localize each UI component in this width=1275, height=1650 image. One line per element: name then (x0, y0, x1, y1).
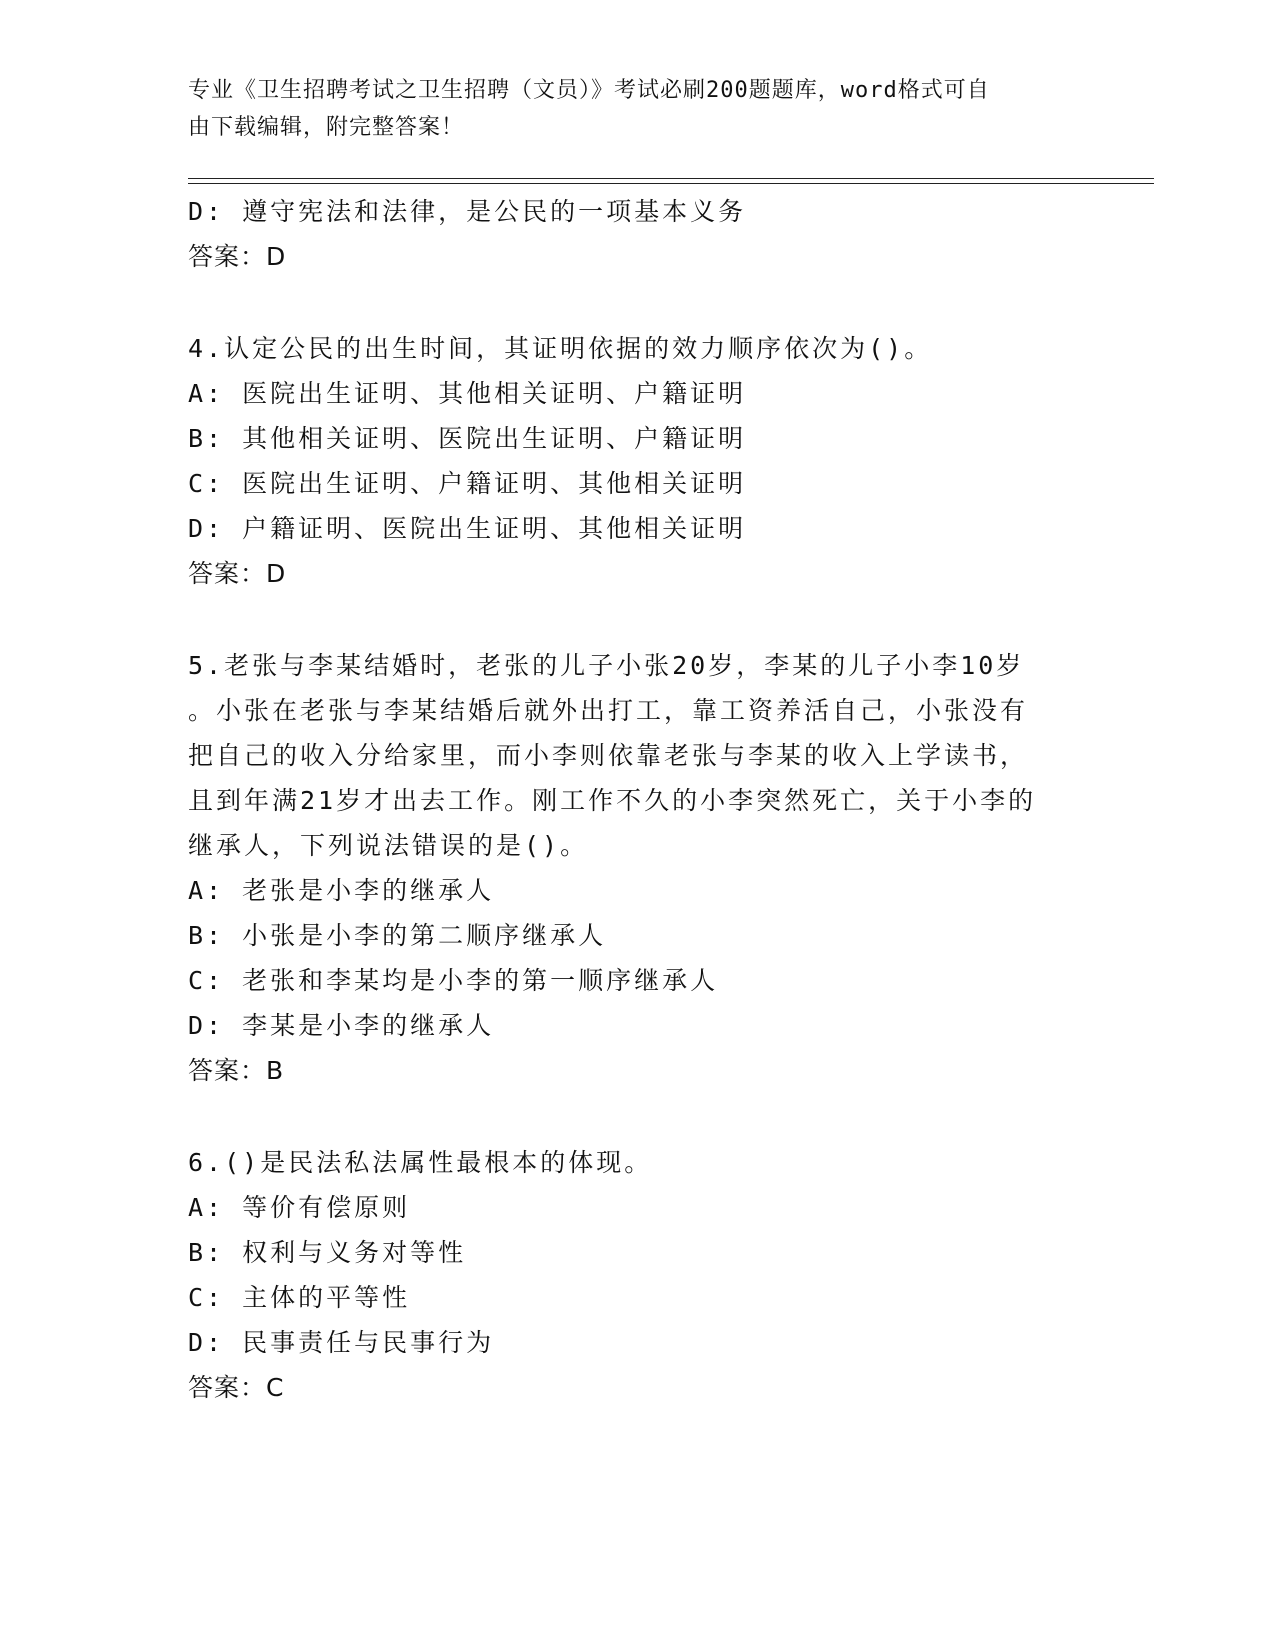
option-d: D: 李某是小李的继承人 (188, 1011, 495, 1040)
question-4 (188, 326, 1088, 596)
option-d: D: 遵守宪法和法律，是公民的一项基本义务 (188, 197, 747, 226)
question-stem: 继承人，下列说法错误的是()。 (188, 831, 589, 860)
option-a: A: 等价有偿原则 (188, 1193, 411, 1222)
option-b: B: 小张是小李的第二顺序继承人 (188, 921, 607, 950)
answer-line: 答案：D (188, 559, 287, 588)
question-list (188, 189, 1088, 1410)
option-a: A: 老张是小李的继承人 (188, 876, 495, 905)
question-stem: 且到年满21岁才出去工作。刚工作不久的小李突然死亡，关于小李的 (188, 786, 1037, 815)
question-stem: 5.老张与李某结婚时，老张的儿子小张20岁，李某的儿子小李10岁 (188, 651, 1025, 680)
question-6 (188, 1140, 1088, 1410)
answer-line: 答案：D (188, 242, 287, 271)
option-d: D: 户籍证明、医院出生证明、其他相关证明 (188, 514, 747, 543)
option-b: B: 权利与义务对等性 (188, 1238, 467, 1267)
document-header (188, 72, 1068, 146)
question-stem: 。小张在老张与李某结婚后就外出打工，靠工资养活自己，小张没有 (188, 696, 1029, 725)
option-d: D: 民事责任与民事行为 (188, 1328, 495, 1357)
question-3-tail (188, 189, 1088, 279)
question-5 (188, 643, 1088, 1093)
option-b: B: 其他相关证明、医院出生证明、户籍证明 (188, 424, 747, 453)
option-a: A: 医院出生证明、其他相关证明、户籍证明 (188, 379, 747, 408)
header-line-1: 专业《卫生招聘考试之卫生招聘（文员）》考试必刷200题题库，word格式可自 (188, 78, 990, 103)
option-c: C: 老张和李某均是小李的第一顺序继承人 (188, 966, 719, 995)
option-c: C: 主体的平等性 (188, 1283, 411, 1312)
header-divider-top (188, 178, 1154, 179)
header-divider-bottom (188, 183, 1154, 184)
answer-line: 答案：B (188, 1056, 285, 1085)
option-c: C: 医院出生证明、户籍证明、其他相关证明 (188, 469, 747, 498)
header-line-2: 由下载编辑，附完整答案！ (188, 115, 465, 140)
question-stem: 把自己的收入分给家里，而小李则依靠老张与李某的收入上学读书， (188, 741, 1029, 770)
answer-line: 答案：C (188, 1373, 285, 1402)
question-stem: 4.认定公民的出生时间，其证明依据的效力顺序依次为()。 (188, 334, 933, 363)
question-stem: 6.()是民法私法属性最根本的体现。 (188, 1148, 653, 1177)
